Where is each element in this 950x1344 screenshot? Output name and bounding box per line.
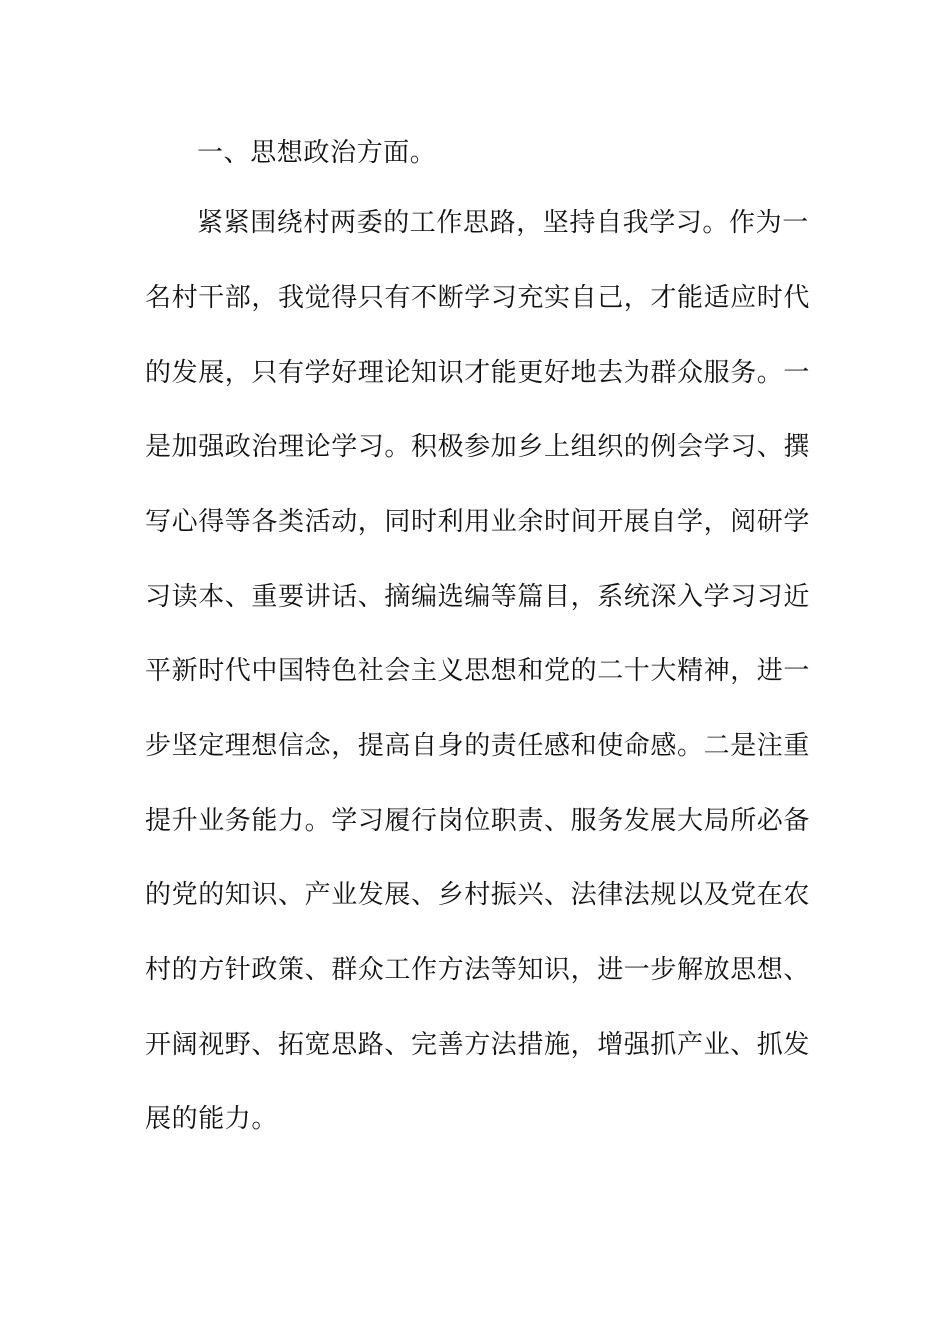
paragraph-line: 提升业务能力。学习履行岗位职责、服务发展大局所必备 bbox=[145, 806, 811, 836]
paragraph-line: 村的方针政策、群众工作方法等知识，进一步解放思想、 bbox=[145, 955, 811, 985]
paragraph-line: 是加强政治理论学习。积极参加乡上组织的例会学习、撰 bbox=[145, 432, 811, 462]
paragraph-line: 的党的知识、产业发展、乡村振兴、法律法规以及党在农 bbox=[145, 880, 811, 910]
paragraph-line: 展的能力。 bbox=[145, 1104, 279, 1134]
section-heading: 一、思想政治方面。 bbox=[197, 138, 437, 168]
paragraph-line: 开阔视野、拓宽思路、完善方法措施，增强抓产业、抓发 bbox=[145, 1030, 811, 1060]
paragraph-line: 写心得等各类活动，同时利用业余时间开展自学，阅研学 bbox=[145, 507, 811, 537]
paragraph-line: 名村干部，我觉得只有不断学习充实自己，才能适应时代 bbox=[145, 283, 811, 313]
paragraph-line: 紧紧围绕村两委的工作思路，坚持自我学习。作为一 bbox=[197, 208, 809, 238]
paragraph-line: 的发展，只有学好理论知识才能更好地去为群众服务。一 bbox=[145, 358, 811, 388]
paragraph-line: 平新时代中国特色社会主义思想和党的二十大精神，进一 bbox=[145, 656, 811, 686]
paragraph-line: 步坚定理想信念，提高自身的责任感和使命感。二是注重 bbox=[145, 731, 811, 761]
paragraph-line: 习读本、重要讲话、摘编选编等篇目，系统深入学习习近 bbox=[145, 582, 811, 612]
